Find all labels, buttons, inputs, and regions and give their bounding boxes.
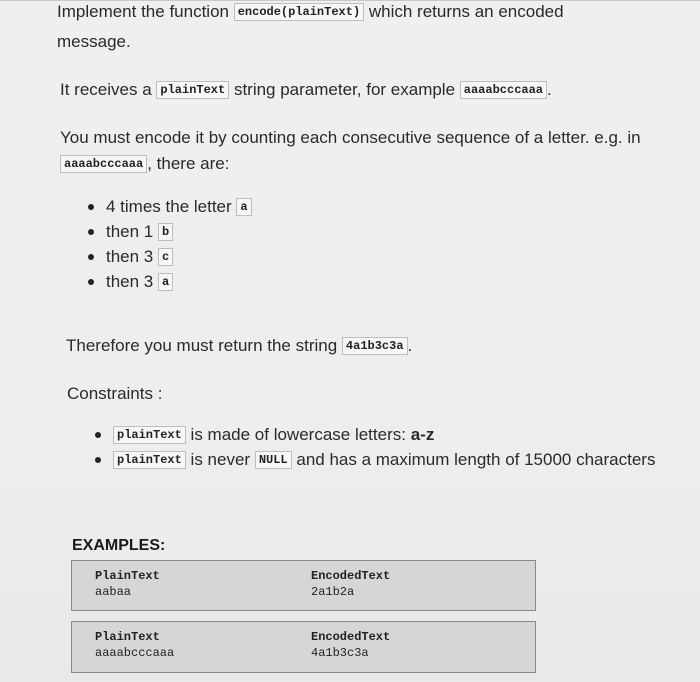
count-code: a [158, 273, 173, 291]
constraint-bold: a-z [410, 425, 435, 444]
instruction-line-2 [60, 153, 229, 175]
encoded-header: EncodedText [311, 630, 391, 644]
count-text: then 1 [106, 222, 154, 241]
param-prefix: It receives a [60, 80, 152, 99]
plain-header: PlainText [95, 569, 160, 583]
list-item [106, 269, 252, 294]
constraint-text: is made of lowercase letters: [190, 425, 406, 444]
encoded-header: EncodedText [311, 569, 391, 583]
count-code: b [158, 223, 173, 241]
intro-line-2 [57, 31, 131, 53]
intro-prefix: Implement the function [57, 2, 229, 21]
constraint-code: plainText [113, 426, 186, 444]
intro-line-1 [57, 1, 564, 23]
result-line [66, 335, 412, 357]
instruction-code: aaaabcccaaa [60, 155, 147, 173]
encoded-value: 2a1b2a [311, 585, 355, 599]
result-prefix: Therefore you must return the string [66, 336, 338, 355]
count-code: a [236, 198, 251, 216]
plain-column [95, 568, 160, 600]
encoded-value: 4a1b3c3a [311, 646, 369, 660]
encoded-column [311, 568, 390, 600]
param-line [60, 79, 552, 101]
example-box [71, 621, 536, 673]
count-text: 4 times the letter [106, 197, 232, 216]
list-item [113, 447, 655, 472]
function-code: encode(plainText) [234, 3, 364, 21]
count-list [106, 194, 252, 294]
plain-value: aabaa [95, 585, 132, 599]
constraints-title [67, 383, 162, 405]
plain-header: PlainText [95, 630, 160, 644]
result-code: 4a1b3c3a [342, 337, 408, 355]
intro-line2-text: message. [57, 32, 131, 51]
example-box [71, 560, 536, 611]
encoded-column [311, 629, 390, 661]
count-text: then 3 [106, 247, 154, 266]
instruction-line-1 [60, 127, 641, 149]
plain-column [95, 629, 174, 661]
plain-value: aaaabcccaaa [95, 646, 175, 660]
list-item [106, 219, 252, 244]
intro-suffix: which returns an encoded [368, 2, 564, 21]
list-item [106, 194, 252, 219]
result-end: . [407, 336, 413, 355]
constraint-text-2: and has a maximum length of 15000 characters [296, 450, 656, 469]
constraints-title-text: Constraints : [67, 384, 163, 403]
examples-title: EXAMPLES: [72, 537, 166, 554]
constraints-list [113, 422, 655, 472]
count-code: c [158, 248, 173, 266]
list-item [113, 422, 655, 447]
param-middle: string parameter, for example [233, 80, 456, 99]
param-example-code: aaaabcccaaa [460, 81, 547, 99]
instruction-suffix: , there are: [147, 154, 230, 173]
param-end: . [547, 80, 552, 99]
instruction-text: You must encode it by counting each consecutive sequence of a letter. e.g. in [60, 128, 641, 147]
param-code: plainText [156, 81, 229, 99]
constraint-code: plainText [113, 451, 186, 469]
count-text: then 3 [106, 272, 154, 291]
null-code: NULL [255, 451, 292, 469]
list-item [106, 244, 252, 269]
constraint-text: is never [190, 450, 251, 469]
